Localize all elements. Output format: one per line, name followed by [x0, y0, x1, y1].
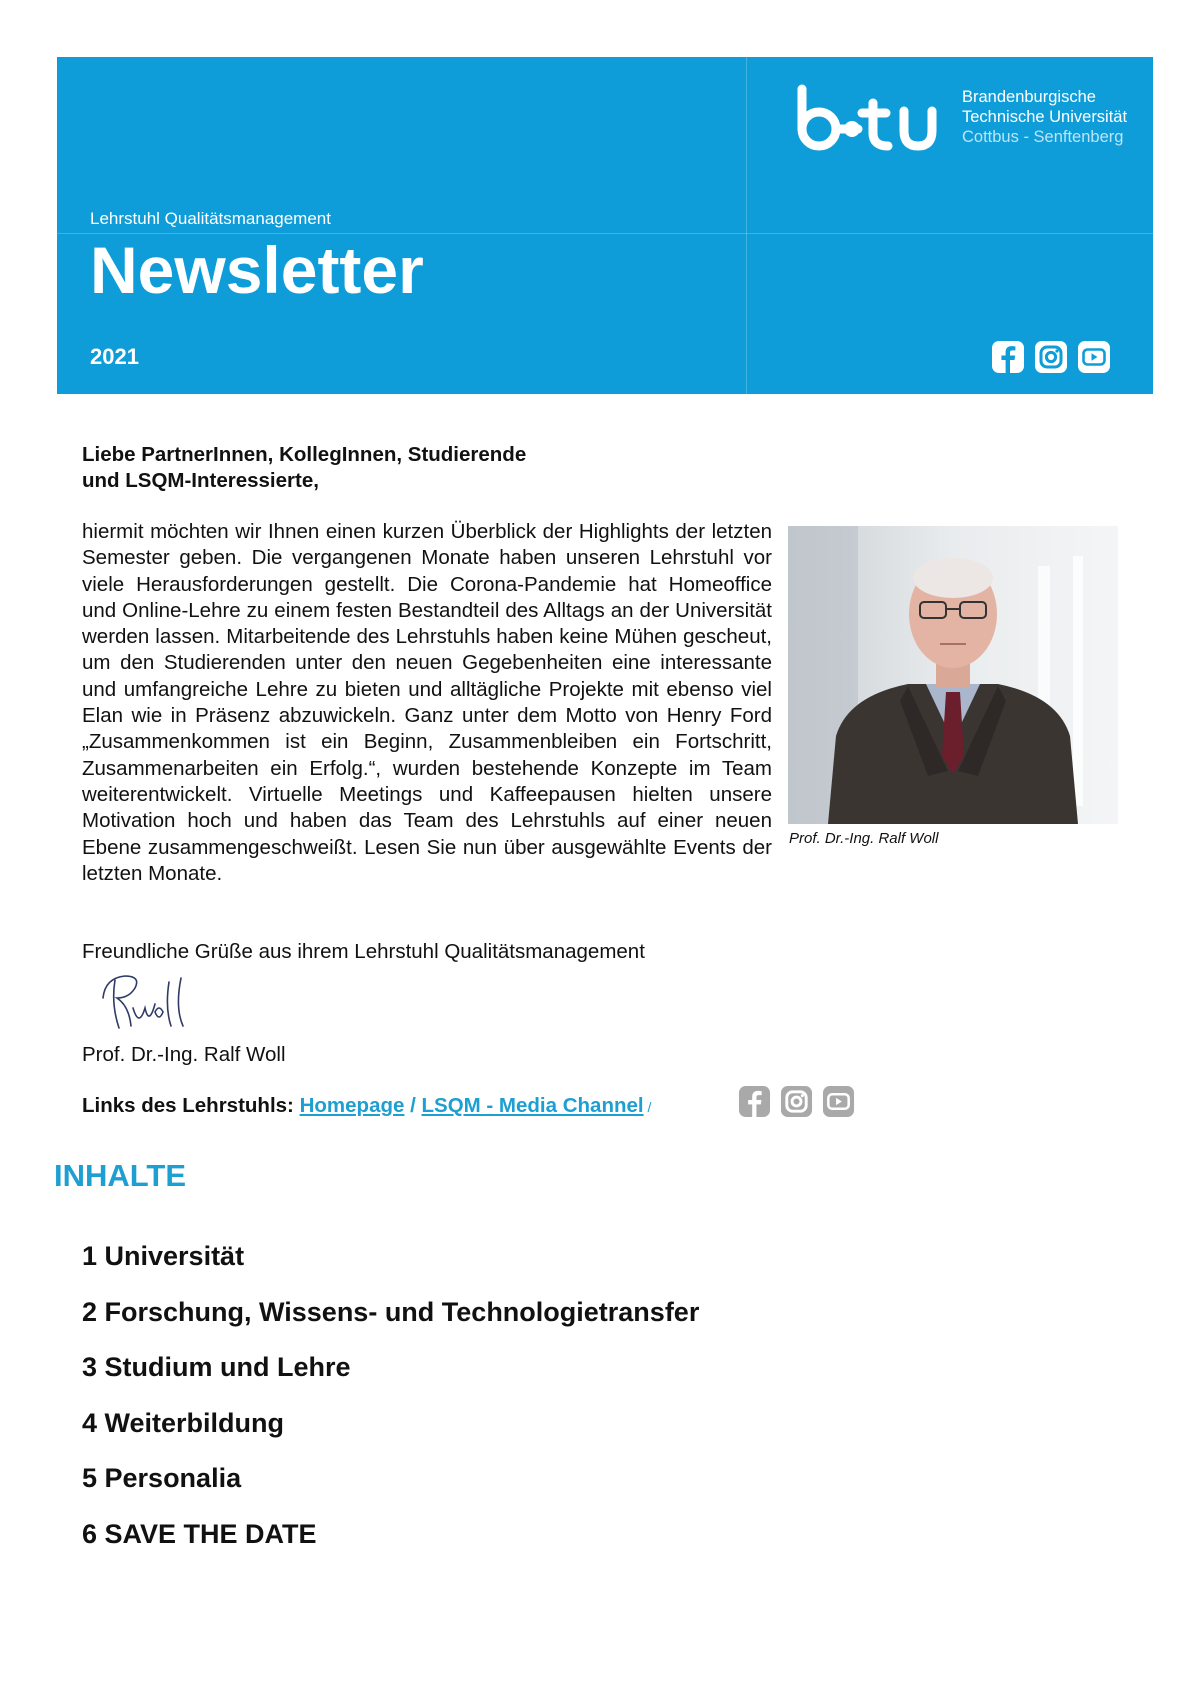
signature-image — [95, 968, 207, 1034]
newsletter-title: Newsletter — [90, 233, 424, 307]
toc-item-personalia[interactable]: 5 Personalia — [82, 1463, 242, 1493]
university-name-line1: Brandenburgische — [962, 88, 1096, 106]
portrait-photo — [788, 526, 1118, 824]
university-name-line2: Technische Universität — [962, 108, 1128, 126]
facebook-icon[interactable] — [991, 340, 1025, 374]
social-links-header — [991, 340, 1111, 374]
university-name-line3: Cottbus - Senftenberg — [962, 128, 1124, 146]
toc-item-universitaet[interactable]: 1 Universität — [82, 1241, 245, 1271]
links-label: Links des Lehrstuhls: — [82, 1094, 294, 1117]
toc-item-studium[interactable]: 3 Studium und Lehre — [82, 1352, 351, 1382]
university-name — [962, 87, 1127, 147]
link-separator: / — [404, 1094, 422, 1117]
toc-item-weiterbildung[interactable]: 4 Weiterbildung — [82, 1407, 285, 1438]
signer-name: Prof. Dr.-Ing. Ralf Woll — [82, 1043, 286, 1066]
banner-divider-vertical — [746, 57, 747, 394]
btu-logo — [794, 83, 939, 153]
chair-label: Lehrstuhl Qualitätsmanagement — [90, 209, 331, 228]
contents-title: INHALTE — [54, 1158, 187, 1193]
greeting-line2: und LSQM-Interessierte, — [82, 469, 319, 492]
intro-paragraph: hiermit möchten wir Ihnen einen kurzen Überblick der Highlights der letzten Semester geben. Die vergangenen Monate haben unseren Lehrstuhl vor viele Herausforderungen gestellt. Die Corona-Pandemie hat Homeoffice und Online-Lehre zu einem festen Bestandteil des Alltags an der Universität werden lassen. Mitarbeitende des Lehrstuhls haben keine Mühen gescheut, um den Studierenden unter den neuen Gegebenheiten eine interessante und umfangreiche Lehre zu bieten und alltägliche Projekte mit ebenso viel Elan wie in Präsenz abzuwickeln. Ganz unter dem Motto von Henry Ford „Zusammenkommen ist ein Beginn, Zusammenbleiben ein Fortschritt, Zusammenarbeiten ein Erfolg.“, wurden bestehende Konzepte im Team weiterentwickelt. Virtuelle Meetings und Kaffeepausen hielten unsere Motivation hoch und haben das Team des Lehrstuhls auf einer neuen Ebene zusammengeschweißt. Lesen Sie nun über ausgewählte Events der letzten Monate. — [82, 520, 772, 885]
youtube-icon[interactable] — [822, 1085, 855, 1118]
facebook-icon[interactable] — [738, 1085, 771, 1118]
toc-item-forschung[interactable]: 2 Forschung, Wissens- und Technologietransfer — [82, 1296, 700, 1327]
closing-line: Freundliche Grüße aus ihrem Lehrstuhl Qualitätsmanagement — [82, 940, 645, 963]
youtube-icon[interactable] — [1077, 340, 1111, 374]
portrait-illustration — [788, 526, 1118, 824]
homepage-link[interactable]: Homepage — [299, 1094, 405, 1117]
chair-links — [82, 1094, 651, 1118]
newsletter-year: 2021 — [90, 344, 139, 369]
photo-caption: Prof. Dr.-Ing. Ralf Woll — [789, 830, 939, 847]
table-of-contents — [82, 1240, 699, 1573]
instagram-icon[interactable] — [1034, 340, 1068, 374]
instagram-icon[interactable] — [780, 1085, 813, 1118]
social-links-body — [738, 1085, 855, 1118]
link-separator-trailing: / — [643, 1099, 652, 1115]
greeting — [82, 442, 682, 494]
greeting-line1: Liebe PartnerInnen, KollegInnen, Studierende — [82, 443, 527, 466]
toc-item-save-the-date[interactable]: 6 SAVE THE DATE — [82, 1518, 317, 1549]
header-banner — [57, 57, 1153, 394]
media-channel-link[interactable]: LSQM - Media Channel — [421, 1094, 644, 1117]
